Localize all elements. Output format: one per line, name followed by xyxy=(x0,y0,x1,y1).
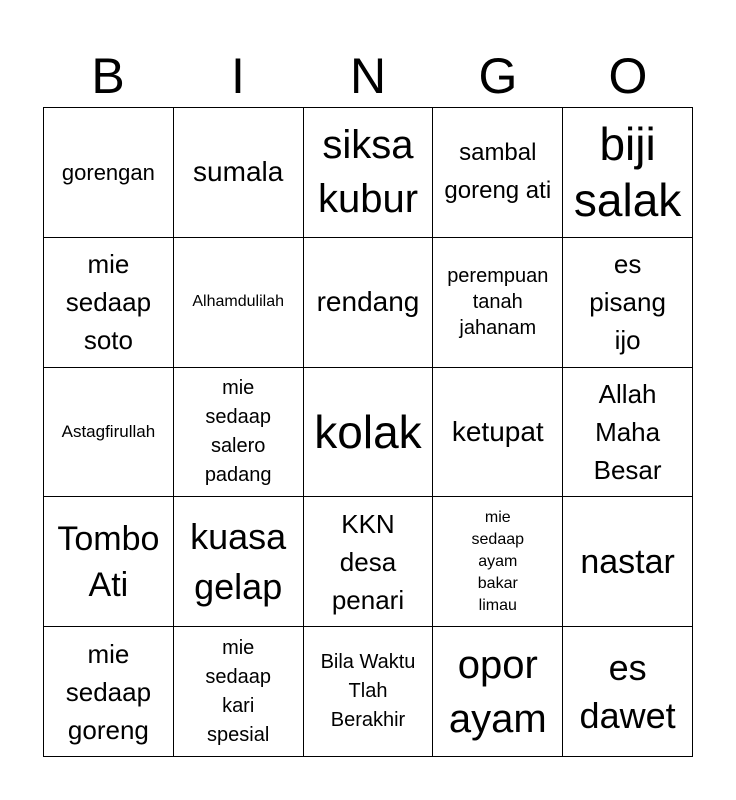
header-letter-g: G xyxy=(478,48,518,104)
bingo-cell[interactable] xyxy=(44,627,174,757)
cell-text: siksa kubur xyxy=(317,123,419,222)
cell-text: mie sedaap goreng xyxy=(65,638,152,745)
bingo-cell[interactable] xyxy=(304,238,434,368)
cell-text: sambal goreng ati xyxy=(444,139,552,205)
bingo-cell[interactable] xyxy=(174,238,304,368)
cell-text: rendang xyxy=(316,286,420,318)
cell-text: opor ayam xyxy=(448,642,547,741)
cell-text: sumala xyxy=(193,156,284,188)
bingo-cell[interactable] xyxy=(563,627,693,757)
cell-text: gorengan xyxy=(61,159,155,185)
bingo-cell[interactable] xyxy=(563,497,693,627)
cell-text: mie sedaap salero padang xyxy=(204,376,272,486)
bingo-cell[interactable] xyxy=(44,497,174,627)
bingo-cell[interactable] xyxy=(304,627,434,757)
cell-text: KKN desa penari xyxy=(331,508,405,615)
cell-text: Bila Waktu Tlah Berakhir xyxy=(320,651,416,732)
bingo-board xyxy=(43,107,693,757)
cell-text: kuasa gelap xyxy=(190,515,287,607)
header-letter-b: B xyxy=(91,48,125,104)
cell-text: Allah Maha Besar xyxy=(593,378,662,485)
bingo-cell[interactable] xyxy=(44,238,174,368)
header-letter-o: O xyxy=(608,48,648,104)
bingo-cell[interactable] xyxy=(304,368,434,498)
bingo-cell[interactable] xyxy=(433,108,563,238)
bingo-cell[interactable] xyxy=(433,627,563,757)
bingo-cell[interactable] xyxy=(174,627,304,757)
bingo-cell[interactable] xyxy=(174,497,304,627)
header-letter-n: N xyxy=(349,48,387,104)
bingo-cell[interactable] xyxy=(433,238,563,368)
cell-text: mie sedaap soto xyxy=(65,249,152,356)
cell-text: nastar xyxy=(580,542,675,581)
cell-text: mie sedaap kari spesial xyxy=(205,636,271,746)
cell-text: biji salak xyxy=(573,118,682,227)
cell-text: mie sedaap ayam bakar limau xyxy=(471,508,525,614)
bingo-cell[interactable] xyxy=(44,368,174,498)
bingo-cell[interactable] xyxy=(174,368,304,498)
bingo-cell[interactable] xyxy=(304,108,434,238)
cell-text: Tombo Ati xyxy=(57,519,160,604)
cell-text: es dawet xyxy=(579,646,676,736)
bingo-cell[interactable] xyxy=(563,368,693,498)
header-letter-i: I xyxy=(231,48,245,104)
cell-text: kolak xyxy=(314,405,422,458)
bingo-cell[interactable] xyxy=(44,108,174,238)
cell-text: ketupat xyxy=(451,415,544,447)
cell-text: Astagfirullah xyxy=(61,422,156,442)
bingo-cell[interactable] xyxy=(433,368,563,498)
bingo-cell[interactable] xyxy=(563,108,693,238)
bingo-cell[interactable] xyxy=(563,238,693,368)
cell-text: es pisang ijo xyxy=(589,249,666,356)
bingo-cell[interactable] xyxy=(304,497,434,627)
bingo-header xyxy=(43,44,693,108)
bingo-cell[interactable] xyxy=(433,497,563,627)
cell-text: Alhamdulilah xyxy=(192,293,284,311)
bingo-cell[interactable] xyxy=(174,108,304,238)
cell-text: perempuan tanah jahanam xyxy=(447,265,549,340)
